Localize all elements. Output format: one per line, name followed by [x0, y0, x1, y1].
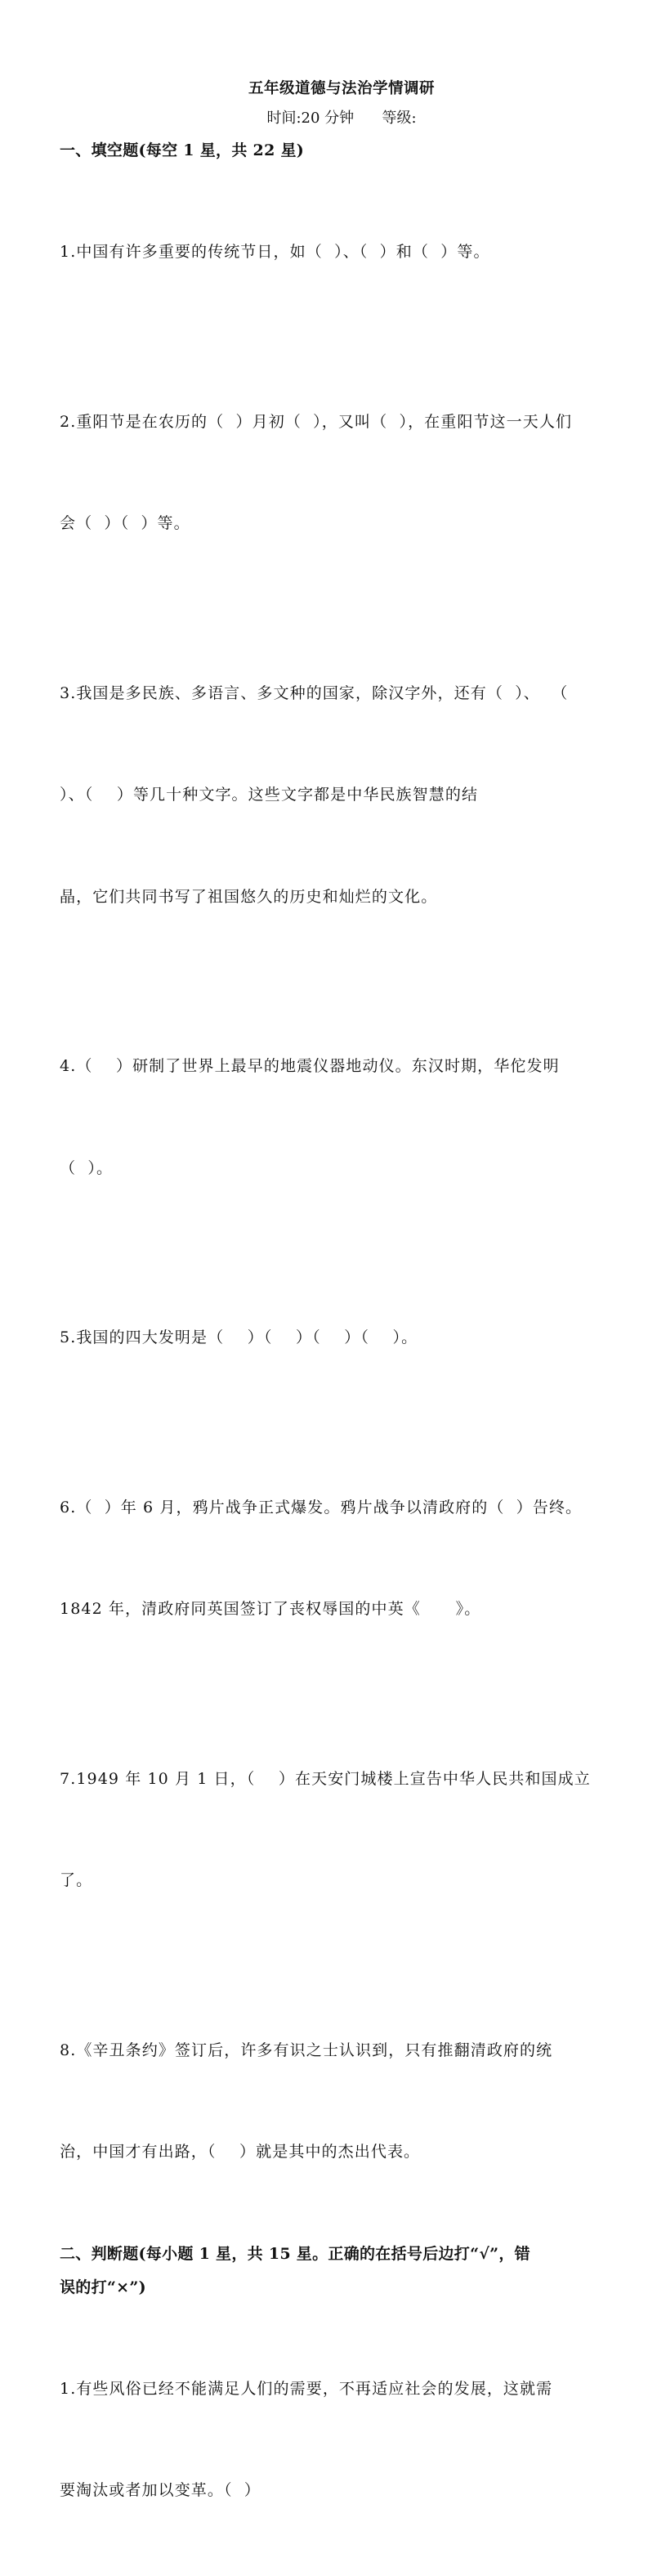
- question-line: 要淘汰或者加以变革。（ ）: [60, 2481, 261, 2499]
- question-line: 3.我国是多民族、多语言、多文种的国家，除汉字外，还有（ ）、 （: [60, 683, 569, 702]
- question-line: 7.1949 年 10 月 1 日，（ ）在天安门城楼上宣告中华人民共和国成立: [60, 1769, 591, 1788]
- question-7: [60, 1695, 591, 1966]
- question-line: 晶，它们共同书写了祖国悠久的历史和灿烂的文化。: [60, 887, 438, 906]
- section-true-false: [60, 2238, 591, 2576]
- question-line: 会（ ）（ ）等。: [60, 514, 190, 532]
- section-heading: [60, 134, 591, 168]
- question-line: 了。: [60, 1871, 93, 1889]
- time-and-grade-line: 时间:20 分钟 等级:: [266, 110, 417, 127]
- question-line: 8.《辛丑条约》签订后，许多有识之士认识到，只有推翻清政府的统: [60, 2041, 553, 2059]
- question-2: [60, 338, 591, 609]
- question-8: [60, 1966, 591, 2238]
- question-3: [60, 609, 591, 983]
- question-line: 1842 年，清政府同英国签订了丧权辱国的中英《 》。: [60, 1600, 481, 1618]
- section-heading-line: 一、填空题(每空 1 星，共 22 星): [60, 141, 305, 159]
- question-4: [60, 982, 591, 1253]
- question-line: 4.（ ）研制了世界上最早的地震仪器地动仪。东汉时期，华佗发明: [60, 1057, 560, 1075]
- section-heading: [60, 2238, 591, 2305]
- question-line: 6.（ ）年 6 月，鸦片战争正式爆发。鸦片战争以清政府的（ ）告终。: [60, 1498, 583, 1516]
- question-line: 治，中国才有出路，（ ）就是其中的杰出代表。: [60, 2143, 421, 2161]
- page-title: 五年级道德与法治学情调研: [248, 80, 435, 97]
- question-line: 1.中国有许多重要的传统节日，如（ ）、（ ）和（ ）等。: [60, 243, 490, 261]
- question-6: [60, 1423, 591, 1695]
- section-heading-line: 二、判断题(每小题 1 星，共 15 星。正确的在括号后边打“√”，错: [60, 2244, 530, 2263]
- exam-page: [60, 75, 591, 2576]
- question-line: 5.我国的四大发明是（ ）（ ）（ ）（ ）。: [60, 1328, 418, 1346]
- question-1: [60, 168, 591, 338]
- question-line: ）、（ ）等几十种文字。这些文字都是中华民族智慧的结: [60, 786, 479, 804]
- section-heading-line: 误的打“×”): [60, 2278, 146, 2296]
- question-line: （ ）。: [60, 1158, 114, 1177]
- question-1: [60, 2305, 591, 2576]
- question-line: 1.有些风俗已经不能满足人们的需要，不再适应社会的发展，这就需: [60, 2379, 553, 2398]
- section-fill-in-blank: [60, 134, 591, 2238]
- question-5: [60, 1253, 591, 1423]
- question-line: 2.重阳节是在农历的（ ）月初（ ），又叫（ ），在重阳节这一天人们: [60, 412, 573, 431]
